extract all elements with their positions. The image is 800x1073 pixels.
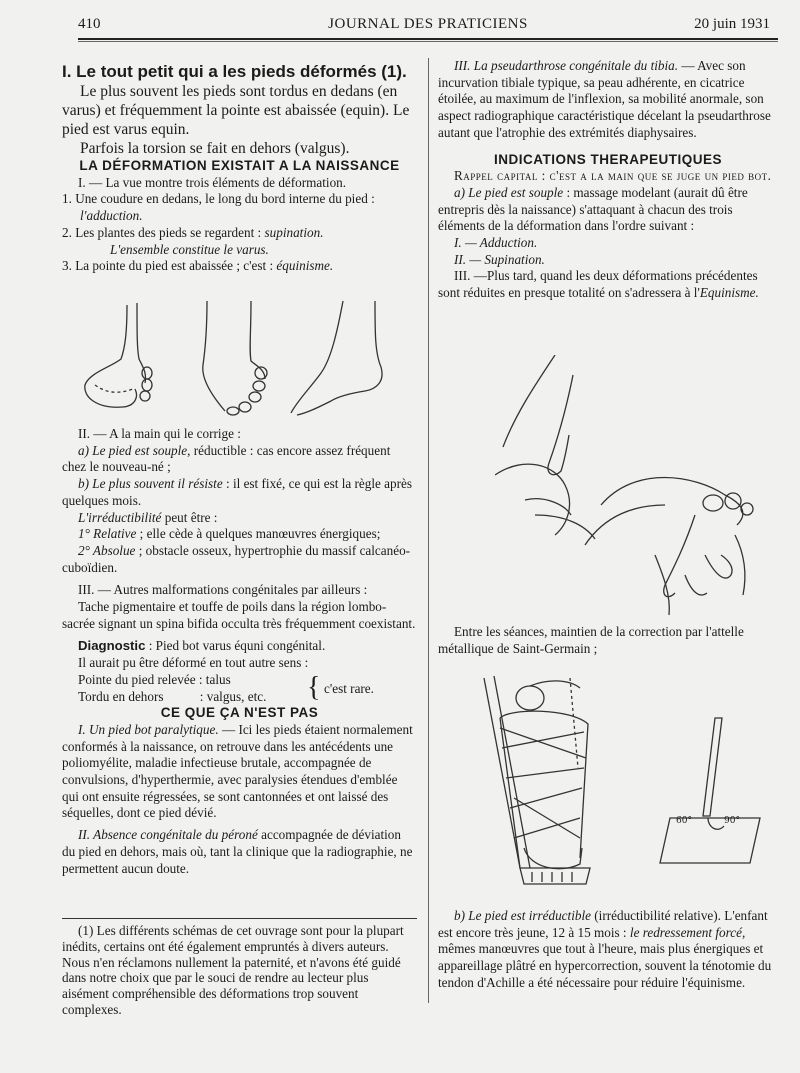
issue-date: 20 juin 1931 <box>694 16 770 32</box>
irreductible: b) Le pied est irréductible (irréductibilité relative). L'enfant est encore très jeune, 12 à 15 mois : le redressement forcé, mêmes manœuvres que tout à l'heure, mais plus énergiques et appareillage plâtré en hypercorrection, souvent la ténotomie du tendon d'Achille a été nécessaire pour réduire l'équinisme. <box>438 908 772 990</box>
irreductibilite-1: 1° Relative ; elle cède à quelques manœuvres énergiques; <box>78 526 381 542</box>
step-adduction: I. — Adduction. <box>454 235 538 251</box>
column-divider <box>428 58 429 1003</box>
page-number: 410 <box>78 16 101 32</box>
heading-nest-pas: CE QUE ÇA N'EST PAS <box>160 705 319 721</box>
heading-indications: INDICATIONS THERAPEUTIQUES <box>493 151 722 167</box>
pseudarthrose: III. La pseudarthrose congénitale du tibia. — Avec son incurvation tibiale typique, sa peau adhérente, en cicatrice étoilée, au maximum de l'inflexion, sa mobilité anormale, son aspect radiographique caractéristique décelant la pseudarthrose autant que l'atrophie des extrémités diaphysaires. <box>438 58 771 140</box>
saint-germain-text: Entre les séances, maintien de la correction par l'attelle métallique de Saint-Germain ; <box>438 624 744 656</box>
footnote <box>62 918 417 1018</box>
main-intro: II. — A la main qui le corrige : <box>78 426 241 441</box>
diagnostic: Diagnostic : Pied bot varus équni congénital. <box>78 638 326 654</box>
right-column-middle <box>438 624 778 657</box>
intro-paragraph-2: Parfois la torsion se fait en dehors (valgus). <box>80 140 350 157</box>
header-rule <box>78 41 778 42</box>
not-paralytic: I. Un pied bot paralytique. — Ici les pieds étaient normalement conformés à la naissance, on retrouve dans les antécédents une poliomyélite, maladie infectieuse brutale, accompagnée de convulsions, d'hyperthermie, avec paralysies étendues d'emblée qui ont ensuite régressées, se sont cantonnées et ont laissé des séquelles, dont ce pied dévié. <box>62 721 413 821</box>
hand-manipulation-figure <box>495 355 780 620</box>
journal-title: JOURNAL DES PRATICIENS <box>328 16 528 32</box>
diagnostic-valgus: Tordu en dehors : valgus, etc. <box>78 688 267 704</box>
not-perone: II. Absence congénitale du péroné accompagnée de déviation du pied en dehors, mais où, tant la clinique que la radiographie, ne permettent aucun doute. <box>62 827 413 876</box>
intro-paragraph-1: Le plus souvent les pieds sont tordus en dedans (en varus) et fréquemment la pointe est abaissée (equin). Le pied est varus equin. <box>62 83 410 138</box>
irreductibilite: L'irréductibilité peut être : <box>78 509 218 525</box>
diagnostic-rare: c'est rare. <box>324 680 374 696</box>
step-supination: II. — Supination. <box>454 251 545 267</box>
section-title: I. Le tout petit qui a les pieds déformés (1). <box>62 62 407 81</box>
page-header <box>78 16 778 40</box>
right-column-bottom <box>438 908 778 992</box>
heading-naissance: LA DÉFORMATION EXISTAIT A LA NAISSANCE <box>79 158 400 173</box>
footnote-text: (1) Les différents schémas de cet ouvrage sont pour la plupart inédits, certains ont été également empruntés à divers auteurs. Nous n'en réclamons nullement la paternité, et n'avons été guidé dans notre choix que par le souci de rendre au lecteur plus aisément compréhensible des déformations trop souvent complexes. <box>62 923 404 1017</box>
brace: { <box>307 671 321 703</box>
autres-text: Tache pigmentaire et touffe de poils dans la région lombo-sacrée signant un spina bifida occulta très fréquemment coexistant. <box>62 599 416 631</box>
vue-item-1: 1. Une coudure en dedans, le long du bord interne du pied : l'adduction. <box>62 191 375 224</box>
step-equinisme: III. —Plus tard, quand les deux déformations précédentes sont réduites en presque totalité on s'adressera à l'Equinisme. <box>438 268 759 301</box>
angle-90-label: 90° <box>724 816 740 826</box>
irreductibilite-2: 2° Absolue ; obstacle osseux, hypertrophie du massif calcanéo-cuboïdien. <box>62 542 411 575</box>
angle-60-label: 60° <box>676 816 692 826</box>
left-column-bottom <box>62 426 417 877</box>
foot-sketches-figure <box>75 293 415 418</box>
main-a: a) Le pied est souple, réductible : cas encore assez fréquent chez le nouveau-né ; <box>62 442 391 475</box>
vue-intro: I. — La vue montre trois éléments de déformation. <box>78 174 347 190</box>
autres-intro: III. — Autres malformations congénitales par ailleurs : <box>78 582 368 598</box>
diagnostic-2: Il aurait pu être déformé en tout autre sens : <box>78 655 309 671</box>
splint-figure <box>470 668 770 908</box>
souple: a) Le pied est souple : massage modelant (aurait dû être entrepris dès la naissance) s'attaquant à chacun des trois éléments de la déformation dans l'ordre suivant : <box>438 184 748 234</box>
left-column-top <box>62 62 417 275</box>
rappel-capital: Rappel capital : c'est a la main que se juge un pied bot. <box>454 168 772 184</box>
right-column-top <box>438 58 778 302</box>
main-b: b) Le plus souvent il résiste : il est fixé, ce qui est la règle après quelques mois. <box>62 476 413 508</box>
diagnostic-talus: Pointe du pied relevée : talus <box>78 671 231 687</box>
diagnostic-alternatives <box>62 672 417 705</box>
vue-item-2: 2. Les plantes des pieds se regardent : supination. L'ensemble constitue le varus. <box>62 224 324 257</box>
vue-item-3: 3. La pointe du pied est abaissée ; c'est : équinisme. <box>62 258 334 274</box>
